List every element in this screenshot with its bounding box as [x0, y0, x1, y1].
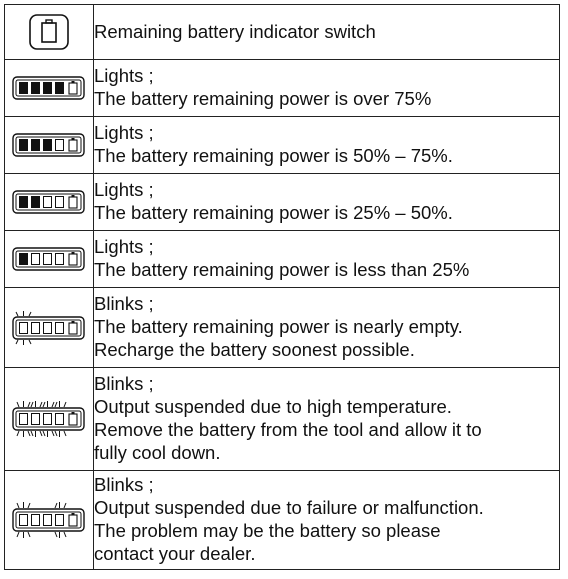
- icon-cell: [5, 60, 94, 117]
- icon-cell: [5, 5, 94, 60]
- icon-cell: [5, 117, 94, 174]
- legend-row-nearly-empty: [5, 288, 560, 368]
- battery-indicator-1-lit-icon: [10, 244, 88, 274]
- description-line: Remove the battery from the tool and allow it to: [94, 419, 482, 440]
- description-cell: [94, 5, 560, 60]
- icon-cell: [5, 471, 94, 570]
- battery-indicator-3-lit-icon: [10, 130, 88, 160]
- battery-switch-icon: [19, 12, 79, 52]
- battery-indicator-legend-table: [4, 4, 560, 570]
- description-line: The battery remaining power is less than 25%: [94, 259, 470, 280]
- battery-indicator-1-blinking-icon: [10, 310, 88, 346]
- description-cell: [94, 60, 560, 117]
- description-line: Output suspended due to failure or malfunction.: [94, 497, 484, 519]
- legend-row-high-temperature: [5, 368, 560, 471]
- icon-cell: [5, 174, 94, 231]
- battery-indicator-alternate-blinking-icon: [10, 500, 88, 540]
- description-cell: [94, 368, 560, 471]
- description-line: Blinks ;: [94, 474, 154, 496]
- description-line: contact your dealer.: [94, 542, 256, 564]
- description-line: Remaining battery indicator switch: [94, 20, 376, 42]
- description-line: Blinks ;: [94, 293, 154, 315]
- description-line: The battery remaining power is nearly empty.: [94, 316, 463, 338]
- description-cell: [94, 471, 560, 570]
- description-cell: [94, 174, 560, 231]
- battery-indicator-all-blinking-icon: [10, 399, 88, 439]
- description-line: Output suspended due to high temperature.: [94, 396, 452, 418]
- description-line: The battery remaining power is over 75%: [94, 88, 432, 109]
- description-line: The battery remaining power is 50% – 75%.: [94, 145, 453, 166]
- legend-row-50-75: [5, 117, 560, 174]
- description-line: Lights ;: [94, 179, 154, 201]
- legend-row-under-25: [5, 231, 560, 288]
- description-line: Lights ;: [94, 65, 154, 87]
- legend-row-failure: [5, 471, 560, 570]
- legend-row-25-50: [5, 174, 560, 231]
- description-line: The battery remaining power is 25% – 50%.: [94, 202, 453, 223]
- description-line: Recharge the battery soonest possible.: [94, 338, 415, 360]
- description-line: Blinks ;: [94, 373, 154, 395]
- description-cell: [94, 117, 560, 174]
- description-line: The problem may be the battery so please: [94, 520, 441, 541]
- legend-row-switch: [5, 5, 560, 60]
- battery-indicator-4-lit-icon: [10, 73, 88, 103]
- description-line: Lights ;: [94, 236, 154, 258]
- description-cell: [94, 288, 560, 368]
- icon-cell: [5, 288, 94, 368]
- icon-cell: [5, 368, 94, 471]
- description-line: Lights ;: [94, 122, 154, 144]
- description-line: fully cool down.: [94, 441, 221, 463]
- legend-row-over-75: [5, 60, 560, 117]
- description-cell: [94, 231, 560, 288]
- battery-indicator-2-lit-icon: [10, 187, 88, 217]
- icon-cell: [5, 231, 94, 288]
